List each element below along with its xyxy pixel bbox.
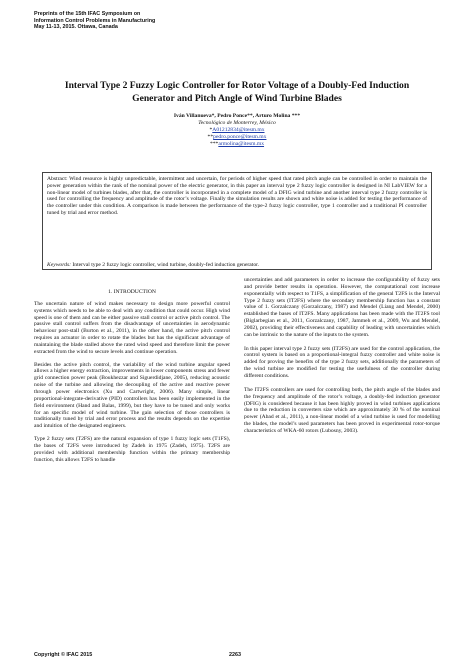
conference-header <box>34 11 294 31</box>
body-paragraph: Besides the active pitch control, the variability of the wind turbine angular speed allows a higher energy extraction, improvements in lower components stress and fewer grid connection power peak (Boukhezzar and Siguerdidjane, 2005), reducing acoustic noise of the turbine and allowing the decoupling of the active and reactive power through power electronics (Xu and Cartwright, 2006). Many simple, linear proportional-integrate-derivative (PID) controllers has been easily implemented in the field environment (Hand and Balas, 1999), but they have to be tuned and only works for an specific model of wind turbine. The gain selection of those controllers is traditionally tuned by trial and error process and the results depends on the expertise and intuition of the designated engineers. <box>34 361 230 430</box>
conference-header-line: May 11-13, 2015. Ottawa, Canada <box>34 24 118 31</box>
page-number: 2263 <box>229 652 241 658</box>
author-email-line <box>34 141 440 148</box>
paper-title-line: Generator and Pitch Angle of Wind Turbine Blades <box>132 92 342 104</box>
abstract-text: Abstract: Wind resource is highly unpredictable, intermittent and uncertain, for periods of higher speed that rated pitch angle can be controlled in order to maintain the power generation within the rank of the nominal power of the electric generator, in this paper an interval type 2 fuzzy logic controller is designed in NI LabVIEW for a non-linear model of turbines blades, after that, the controller is incorporated in a complete model of a DFIG wind turbine and another interval type 2 fuzzy controller is used for controlling the frequency and amplitude of the rotor’s voltage. Finally the simulation results are shown and white noise is added for testing the performance of the controller under this condition. A comparison is made between the performance of the type-2 fuzzy logic controller, type 1 controller and a traditional PI controller tuned by trial and error method. <box>47 176 427 216</box>
author-names: Iván Villanueva*, Pedro Ponce**, Arturo Molina *** <box>173 113 301 119</box>
author-block <box>34 113 440 148</box>
email-link[interactable]: armolina@itesm.mx <box>218 140 265 147</box>
paper-title <box>34 80 440 105</box>
email-link[interactable]: A01212834@itesm.mx <box>212 126 265 133</box>
email-marker: ** <box>207 133 214 140</box>
left-column <box>34 289 230 469</box>
email-marker: * <box>209 126 213 133</box>
body-paragraph: Type 2 fuzzy sets (T2FS) are the natural expansion of type 1 fuzzy logic sets (T1FS), the bases of T2FS were introduced by Zadeh in 1975 (Zadeh, 1975). T2FS are provided with additional membership function within the primary membership function, this allows T2FS to handle <box>34 436 230 463</box>
author-affiliation: Tecnológico de Monterrey, México <box>198 119 276 126</box>
body-paragraph: The IT2FS controllers are used for controlling both, the pitch angle of the blades and the frequency and amplitude of the rotor’s voltage, a doubly-fed induction generator (DFIG) is considered because it has been highly proved in wind turbines applications due to the reduction in converters size which are approximately 30 % of the nominal power (Abad et al., 2011), a non-linear model of a wind turbine is used for modelling the blades, the model’s used parameters has been proved in experimental rotor-torque characteristics of WKA-60 rotors (Lubosny, 2003). <box>244 386 440 434</box>
keywords <box>47 262 427 269</box>
right-column <box>244 277 440 442</box>
body-paragraph: The uncertain nature of wind makes necessary to design more powerful control systems which needs to be able to deal with any condition that could occur. High wind speed is one of them and can be either passive stall control or active pitch control. The passive stall control suffers from the disadvantage of uncertainties in aerodynamic behaviour post-stall (Burton et al., 2011), in the other hand, the active pitch control requires an actuator in order to rotate the blades but has the significant advantage of maintaining the blade stalled above the rated wind speed and therefore limit the power extracted from the wind to secure levels and continue operation. <box>34 300 230 355</box>
conference-header-line: Preprints of the 15th IFAC Symposium on <box>34 11 141 17</box>
keywords-label: Keywords: <box>47 262 72 268</box>
conference-header-line: Information Control Problems in Manufacturing <box>34 17 156 24</box>
copyright-notice: Copyright © IFAC 2015 <box>34 652 93 658</box>
email-marker: *** <box>209 140 219 147</box>
section-heading: 1. INTRODUCTION <box>108 289 156 295</box>
author-email-line <box>34 127 440 134</box>
paper-title-line: Interval Type 2 Fuzzy Logic Controller for Rotor Voltage of a Doubly-Fed Induction <box>64 80 410 91</box>
body-paragraph: uncertainties and add parameters in order to increase the configurability of fuzzy sets and provide better results in operation. However, the computational cost increase exponentially with respect to T1FS, a simplification of the general T2FS is the Interval Type 2 fuzzy sets (IT2FS) where the secondary membership function has a constant value of 1. Gorzalczany (Gorzalczany, 1987) and Mendel (Liang and Mendel, 2000) established the bases of IT2FS. Many applications has been made with the IT2FS tool (Biglarbegian et al., 2011, Gorzalczany, 1987, Jammeh et al., 2009, Wu and Mendel, 2002), providing their effectiveness and capability of leading with uncertainties which can be intrinsic to the nature of the inputs to the system. <box>244 277 440 338</box>
keywords-text: Interval type 2 fuzzy logic controller, wind turbine, doubly-fed induction generator. <box>71 262 260 268</box>
body-paragraph: In this paper interval type 2 fuzzy sets (IT2FS) are used for the control application, the control system is based on a proportional-integral fuzzy controller and white noise is added for proving the benefits of the type 2 fuzzy sets, additionally the parameters of the wind turbine are modified for testing the usefulness of the controller during different conditions. <box>244 345 440 379</box>
email-link[interactable]: pedro.ponce@itesm.mx <box>213 133 267 140</box>
author-email-line <box>34 134 440 141</box>
